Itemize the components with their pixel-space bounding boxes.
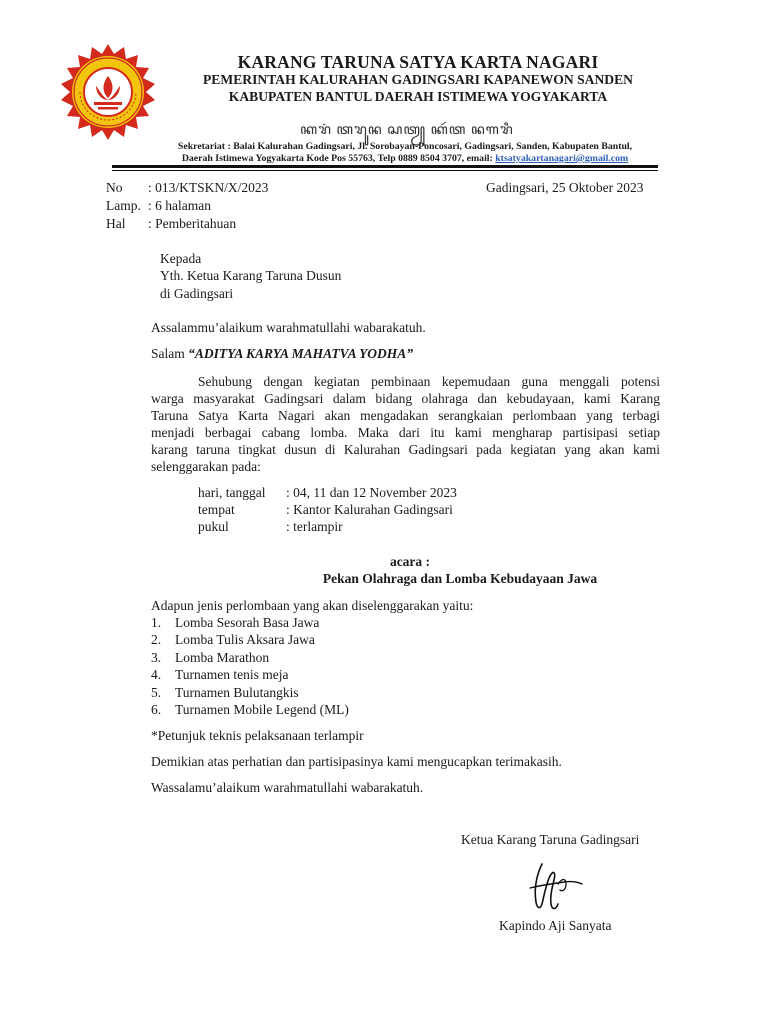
schedule-label-time: pukul [198, 519, 229, 534]
salam-prefix: Salam [151, 346, 189, 361]
body-line-5: karang taruna tingkat dusun di Kalurahan Gadingsari pada kegiatan yang akan kami [151, 442, 660, 457]
address-prefix: Daerah Istimewa Yogyakarta Kode Pos 55763, Telp 0889 8504 3707, email: [181, 153, 496, 164]
region-line: KABUPATEN BANTUL DAERAH ISTIMEWA YOGYAKARTA [228, 89, 608, 104]
list-item-number: 2. [151, 632, 162, 647]
body-line-4: menjadi berbagai cabang lomba. Maka dari itu kami mengharap partisipasi setiap [151, 425, 660, 440]
signatory-name: Kapindo Aji Sanyata [499, 918, 612, 933]
body-line-2: warga masyarakat Gadingsari dalam bidang olahraga dan kebudayaan, kami Karang [151, 391, 660, 406]
body-line-3: Taruna Satya Karta Nagari akan mengadakan serangkaian perlombaan yang terbagi [151, 408, 660, 423]
handwritten-signature-icon [520, 858, 600, 914]
schedule-value-time: : terlampir [286, 519, 343, 534]
list-item: Turnamen tenis meja [175, 667, 289, 682]
recipient-line-3: di Gadingsari [160, 286, 234, 301]
body-line-1: Sehubung dengan kegiatan pembinaan kepemudaan guna menggali potensi [198, 374, 660, 389]
list-item-number: 6. [151, 702, 162, 717]
competitions-intro: Adapun jenis perlombaan yang akan diselenggarakan yaitu: [151, 598, 474, 613]
schedule-label-date: hari, tanggal [198, 485, 266, 500]
hal-label: Hal [106, 216, 126, 231]
list-item-number: 1. [151, 615, 162, 630]
closing-sentence: Demikian atas perhatian dan partisipasinya kami mengucapkan terimakasih. [151, 754, 562, 769]
list-item: Lomba Marathon [175, 650, 270, 665]
recipient-line-1: Kepada [160, 251, 202, 266]
schedule-label-place: tempat [198, 502, 235, 517]
list-item-number: 3. [151, 650, 162, 665]
list-item-number: 4. [151, 667, 162, 682]
list-item: Lomba Tulis Aksara Jawa [175, 632, 315, 647]
salam-motto: “ADITYA KARYA MAHATVA YODHA” [188, 346, 414, 361]
address-line-1: Sekretariat : Balai Kalurahan Gadingsari, Jl. Sorobayan-Poncosari, Gadingsari, Sanden, Kabupaten Bantul, [177, 141, 633, 152]
body-line-6: selenggarakan pada: [151, 459, 261, 474]
hal-value: : Pemberitahuan [148, 216, 237, 231]
organization-name: KARANG TARUNA SATYA KARTA NAGARI [237, 52, 599, 72]
schedule-value-date: : 04, 11 dan 12 November 2023 [286, 485, 457, 500]
javanese-script-name: ꦏꦫꦁ ꦠꦫꦸꦤ ꦱꦠꦾ ꦏꦂꦠ ꦤꦒꦫꦶ [300, 123, 514, 138]
no-label: No [106, 180, 123, 195]
lamp-value: : 6 halaman [148, 198, 211, 213]
list-item: Turnamen Mobile Legend (ML) [175, 702, 349, 717]
list-item: Lomba Sesorah Basa Jawa [175, 615, 320, 630]
farewell: Wassalamu’alaikum warahmatullahi wabarakatuh. [151, 780, 424, 795]
signatory-title: Ketua Karang Taruna Gadingsari [461, 832, 640, 847]
address-line-2 [100, 153, 710, 164]
event-heading: acara : [389, 554, 431, 569]
technical-note: *Petunjuk teknis pelaksanaan terlampir [151, 728, 364, 743]
greeting: Assalammu’alaikum warahmatullahi wabarakatuh. [151, 320, 426, 335]
header-divider-thick [112, 165, 658, 168]
list-item: Turnamen Bulutangkis [175, 685, 299, 700]
organization-logo-icon [58, 42, 158, 142]
government-line: PEMERINTAH KALURAHAN GADINGSARI KAPANEWON SANDEN [203, 72, 633, 87]
schedule-value-place: : Kantor Kalurahan Gadingsari [286, 502, 453, 517]
list-item-number: 5. [151, 685, 162, 700]
no-value: : 013/KTSKN/X/2023 [148, 180, 269, 195]
place-date: Gadingsari, 25 Oktober 2023 [486, 180, 644, 195]
event-title: Pekan Olahraga dan Lomba Kebudayaan Jawa [322, 571, 598, 586]
recipient-line-2: Yth. Ketua Karang Taruna Dusun [160, 268, 342, 283]
lamp-label: Lamp. [106, 198, 141, 213]
header-divider-thin [112, 170, 658, 171]
salam-line [151, 346, 413, 362]
email-link[interactable]: ktsatyakartanagari@gmail.com [495, 153, 629, 164]
